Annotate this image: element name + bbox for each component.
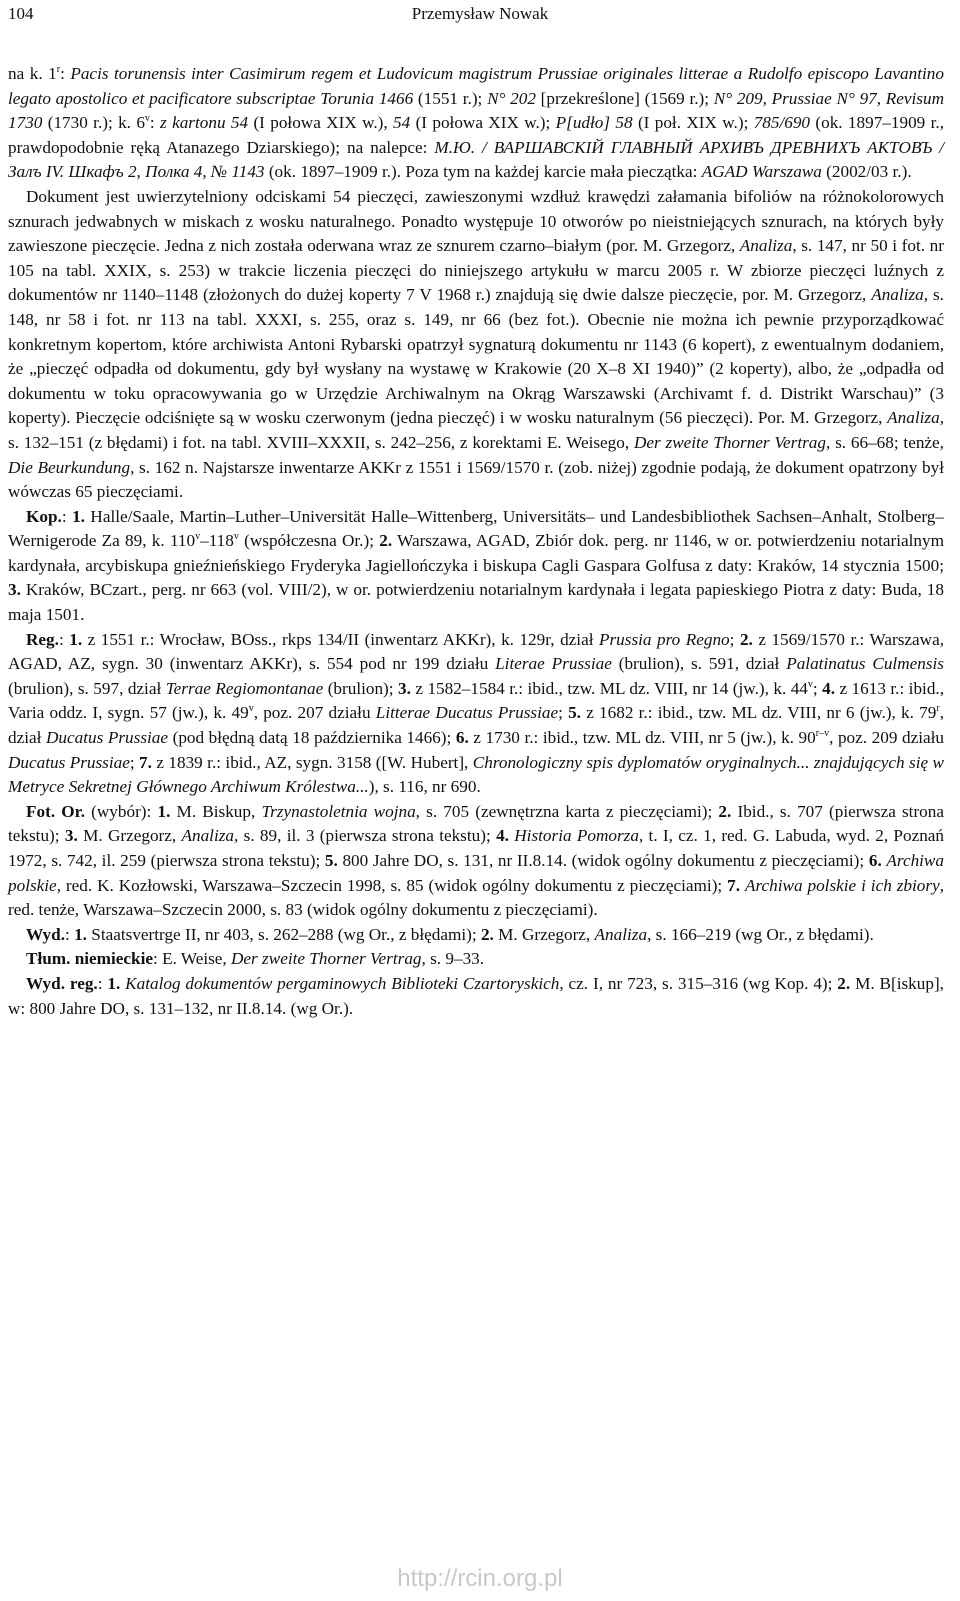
paragraph-photos: Fot. Or. (wybór): 1. M. Biskup, Trzynastoletnia wojna, s. 705 (zewnętrzna karta z pieczęciami); 2. Ibid., s. 707 (pierwsza strona tekstu); 3. M. Grzegorz, Analiza, s. 89, il. 3 (pierwsza strona tekstu); 4. Historia Pomorza, t. I, cz. 1, red. G. Labuda, wyd. 2, Poznań 1972, s. 742, il. 259 (pierwsza strona tekstu); 5. 800 Jahre DO, s. 131, nr II.8.14. (widok ogólny dokumentu z pieczęciami); 6. Archiwa polskie, red. K. Kozłowski, Warszawa–Szczecin 1998, s. 85 (widok ogólny dokumentu z pieczęciami); 7. Archiwa polskie i ich zbiory, red. tenże, Warszawa–Szczecin 2000, s. 83 (widok ogólny dokumentu z pieczęciami). (8, 801, 945, 920)
running-title: Przemysław Nowak (411, 4, 549, 23)
paragraph-seals: Dokument jest uwierzytelniony odciskami 54 pieczęci, zawieszonymi wzdłuż krawędzi załamania bifoliów na różnokolorowych sznurach jedwabnych w miskach z wosku naturalnego. Ponadto występuje 10 otworów po nieistniejących sznurach, na których były zawieszone pieczęcie. Jedna z nich została oderwana wraz ze sznurem czarno–białym (por. M. Grzegorz, Analiza, s. 147, nr 50 i fot. nr 105 na tabl. XXIX, s. 253) w trakcie liczenia pieczęci do niniejszego artykułu w marcu 2005 r. W zbiorze pieczęci luźnych z dokumentów nr 1140–1148 (złożonych do dużej koperty 7 V 1968 r.) znajdują się dwie dalsze pieczęcie, por. M. Grzegorz, Analiza, s. 148, nr 58 i fot. nr 113 na tabl. XXXI, s. 255, oraz s. 149, nr 66 (bez fot.). Obecnie nie można ich pewnie przyporządkować konkretnym kopertom, które archiwista Antoni Rybarski opatrzył sygnaturą dokumentu nr 1143 (6 kopert), z ewentualnym dodaniem, że „pieczęć odpadła od dokumentu, gdy był wysłany na wystawę w Krakowie (20 X–8 XI 1940)” (2 koperty), albo, że „odpadła od dokumentu w toku opracowywania go w Urzędzie Archiwalnym na Okrąg Warszawski (Archivamt f. d. Distrikt Warschau)” (3 koperty). Pieczęcie odciśnięte są w wosku czerwonym (jedna pieczęć) i w wosku naturalnym (56 pieczęci). Por. M. Grzegorz, Analiza, s. 132–151 (z błędami) i fot. na tabl. XVIII–XXXII, s. 242–256, z korektami E. Weisego, Der zweite Thorner Vertrag, s. 66–68; tenże, Die Beurkundung, s. 162 n. Najstarsze inwentarze AKKr z 1551 i 1569/1570 r. (zob. niżej) zgodnie podają, że dokument opatrzony był wówczas 65 pieczęciami. (8, 186, 944, 502)
paragraph-copies: Kop.: 1. Halle/Saale, Martin–Luther–Universität Halle–Wittenberg, Universitäts– und Landesbibliothek Sachsen–Anhalt, Stolberg–Wernigerode Za 89, k. 110$^v$–118$^v$ (współczesna Or.); 2. Warszawa, AGAD, Zbiór dok. perg. nr 1146, w or. potwierdzeniu notarialnym kardynała, arcybiskupa gnieźnieńskiego Fryderyka Jagiellończyka i biskupa Cagli Gaspara Golfusa z daty: Kraków, 14 stycznia 1500; 3. Kraków, BCzart., perg. nr 663 (vol. VIII/2), w or. potwierdzeniu notarialnym kardynała i legata papieskiego Piotra z daty: Buda, 18 maja 1501. (8, 506, 944, 625)
paragraph-editions: Wyd.: 1. Staatsvertrge II, nr 403, s. 262–288 (wg Or., z błędami); 2. M. Grzegorz, Analiza, s. 166–219 (wg Or., z błędami). (26, 924, 874, 944)
body-text (8, 62, 944, 1021)
page-number: 104 (8, 4, 34, 23)
paragraph-registers: Reg.: 1. z 1551 r.: Wrocław, BOss., rkps 134/II (inwentarz AKKr), k. 129r, dział Prussia pro Regno; 2. z 1569/1570 r.: Warszawa, AGAD, AZ, sygn. 30 (inwentarz AKKr), s. 554 pod nr 199 działu Literae Prussiae (brulion), s. 591, dział Palatinatus Culmensis (brulion), s. 597, dział Terrae Regiomontanae (brulion); 3. z 1582–1584 r.: ibid., tzw. ML dz. VIII, nr 14 (jw.), k. 44$^v$; 4. z 1613 r.: ibid., Varia oddz. I, sygn. 57 (jw.), k. 49$^v$, poz. 207 działu Litterae Ducatus Prussiae; 5. z 1682 r.: ibid., tzw. ML dz. VIII, nr 6 (jw.), k. 79$^r$, dział Ducatus Prussiae (pod błędną datą 18 października 1466); 6. z 1730 r.: ibid., tzw. ML dz. VIII, nr 5 (jw.), k. 90$^{r-v}$, poz. 209 działu Ducatus Prussiae; 7. z 1839 r.: ibid., AZ, sygn. 3158 ([W. Hubert], Chronologiczny spis dyplomatów oryginalnych... znajdujących się w Metryce Sekretnej Głównego Archiwum Królestwa...), s. 116, nr 690. (8, 629, 945, 797)
page-header (0, 4, 960, 26)
paragraph-translation: Tłum. niemieckie: E. Weise, Der zweite Thorner Vertrag, s. 9–33. (26, 949, 485, 969)
watermark-url: http://rcin.org.pl (397, 1565, 563, 1592)
paragraph-endorsements: na k. 1$^r$: Pacis torunensis inter Casimirum regem et Ludovicum magistrum Prussiae originales litterae a Rudolfo episcopo Lavantino legato apostolico et pacificatore subscriptae Torunia 1466 (1551 r.); N° 202 [przekreślone] (1569 r.); N° 209, Prussiae N° 97, Revisum 1730 (1730 r.); k. 6$^v$: z kartonu 54 (I połowa XIX w.), 54 (I połowa XIX w.); P[udło] 58 (I poł. XIX w.); 785/690 (ok. 1897–1909 r., prawdopodobnie ręką Atanazego Dziarskiego); na nalepce: M.Ю. / ВАРШАВСКІЙ ГЛАВНЫЙ АРХИВЪ ДРЕВНИХЪ АКТОВЪ / Залъ IV. Шкафъ 2, Полка 4, № 1143 (ok. 1897–1909 r.). Poza tym na każdej karcie mała pieczątka: AGAD Warszawa (2002/03 r.). (8, 64, 945, 182)
paragraph-regest-editions: Wyd. reg.: 1. Katalog dokumentów pergaminowych Biblioteki Czartoryskich, cz. I, nr 723, s. 315–316 (wg Kop. 4); 2. M. B[iskup], w: 800 Jahre DO, s. 131–132, nr II.8.14. (wg Or.). (8, 973, 944, 1018)
